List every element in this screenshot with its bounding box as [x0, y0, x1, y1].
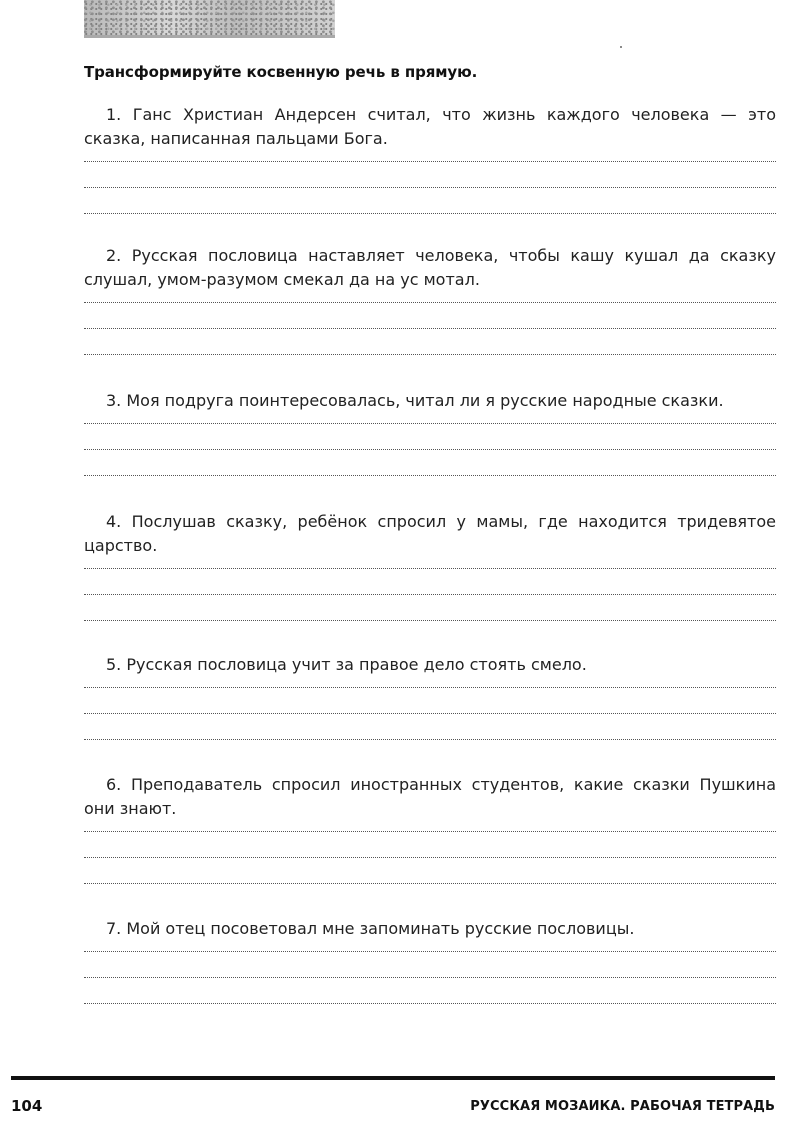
answer-line[interactable]: [84, 831, 776, 832]
answer-lines: [84, 161, 776, 214]
exercise-instruction: Трансформируйте косвенную речь в прямую.: [84, 63, 478, 81]
exercise-sentence: 7. Мой отец посоветовал мне запоминать русские пословицы.: [106, 919, 635, 938]
answer-line[interactable]: [84, 739, 776, 740]
header-decorative-strip: [84, 0, 335, 38]
answer-lines: [84, 687, 776, 740]
book-title: РУССКАЯ МОЗАИКА. РАБОЧАЯ ТЕТРАДЬ: [470, 1099, 775, 1114]
exercise-item-7: [84, 917, 776, 1029]
footer-rule: [11, 1076, 775, 1080]
answer-line[interactable]: [84, 713, 776, 714]
answer-line[interactable]: [84, 449, 776, 450]
exercise-item-5: [84, 653, 776, 765]
exercise-sentence: 4. Послушав сказку, ребёнок спросил у мамы, где находится тридевятое царство.: [84, 512, 776, 555]
answer-lines: [84, 951, 776, 1004]
answer-line[interactable]: [84, 1003, 776, 1004]
answer-line[interactable]: [84, 594, 776, 595]
scan-speck: [620, 46, 622, 48]
exercise-sentence: 5. Русская пословица учит за правое дело стоять смело.: [106, 655, 587, 674]
exercise-item-1: [84, 103, 776, 239]
answer-line[interactable]: [84, 302, 776, 303]
answer-line[interactable]: [84, 475, 776, 476]
answer-line[interactable]: [84, 423, 776, 424]
answer-lines: [84, 831, 776, 884]
answer-line[interactable]: [84, 687, 776, 688]
answer-line[interactable]: [84, 568, 776, 569]
exercise-item-3: [84, 389, 776, 501]
answer-lines: [84, 568, 776, 621]
answer-lines: [84, 302, 776, 355]
exercise-item-2: [84, 244, 776, 380]
answer-lines: [84, 423, 776, 476]
answer-line[interactable]: [84, 951, 776, 952]
answer-line[interactable]: [84, 213, 776, 214]
page-number: 104: [11, 1097, 43, 1115]
exercise-sentence: 2. Русская пословица наставляет человека, чтобы кашу кушал да сказку слушал, умом-разумом смекал да на ус мотал.: [84, 246, 776, 289]
answer-line[interactable]: [84, 857, 776, 858]
answer-line[interactable]: [84, 187, 776, 188]
answer-line[interactable]: [84, 977, 776, 978]
exercise-sentence: 6. Преподаватель спросил иностранных студентов, какие сказки Пушкина они знают.: [84, 775, 776, 818]
exercise-sentence: 1. Ганс Христиан Андерсен считал, что жизнь каждого человека — это сказка, написанная пальцами Бога.: [84, 105, 776, 148]
answer-line[interactable]: [84, 883, 776, 884]
answer-line[interactable]: [84, 328, 776, 329]
answer-line[interactable]: [84, 354, 776, 355]
exercise-item-6: [84, 773, 776, 909]
answer-line[interactable]: [84, 161, 776, 162]
exercise-sentence: 3. Моя подруга поинтересовалась, читал ли я русские народные сказки.: [106, 391, 724, 410]
exercise-item-4: [84, 510, 776, 646]
answer-line[interactable]: [84, 620, 776, 621]
